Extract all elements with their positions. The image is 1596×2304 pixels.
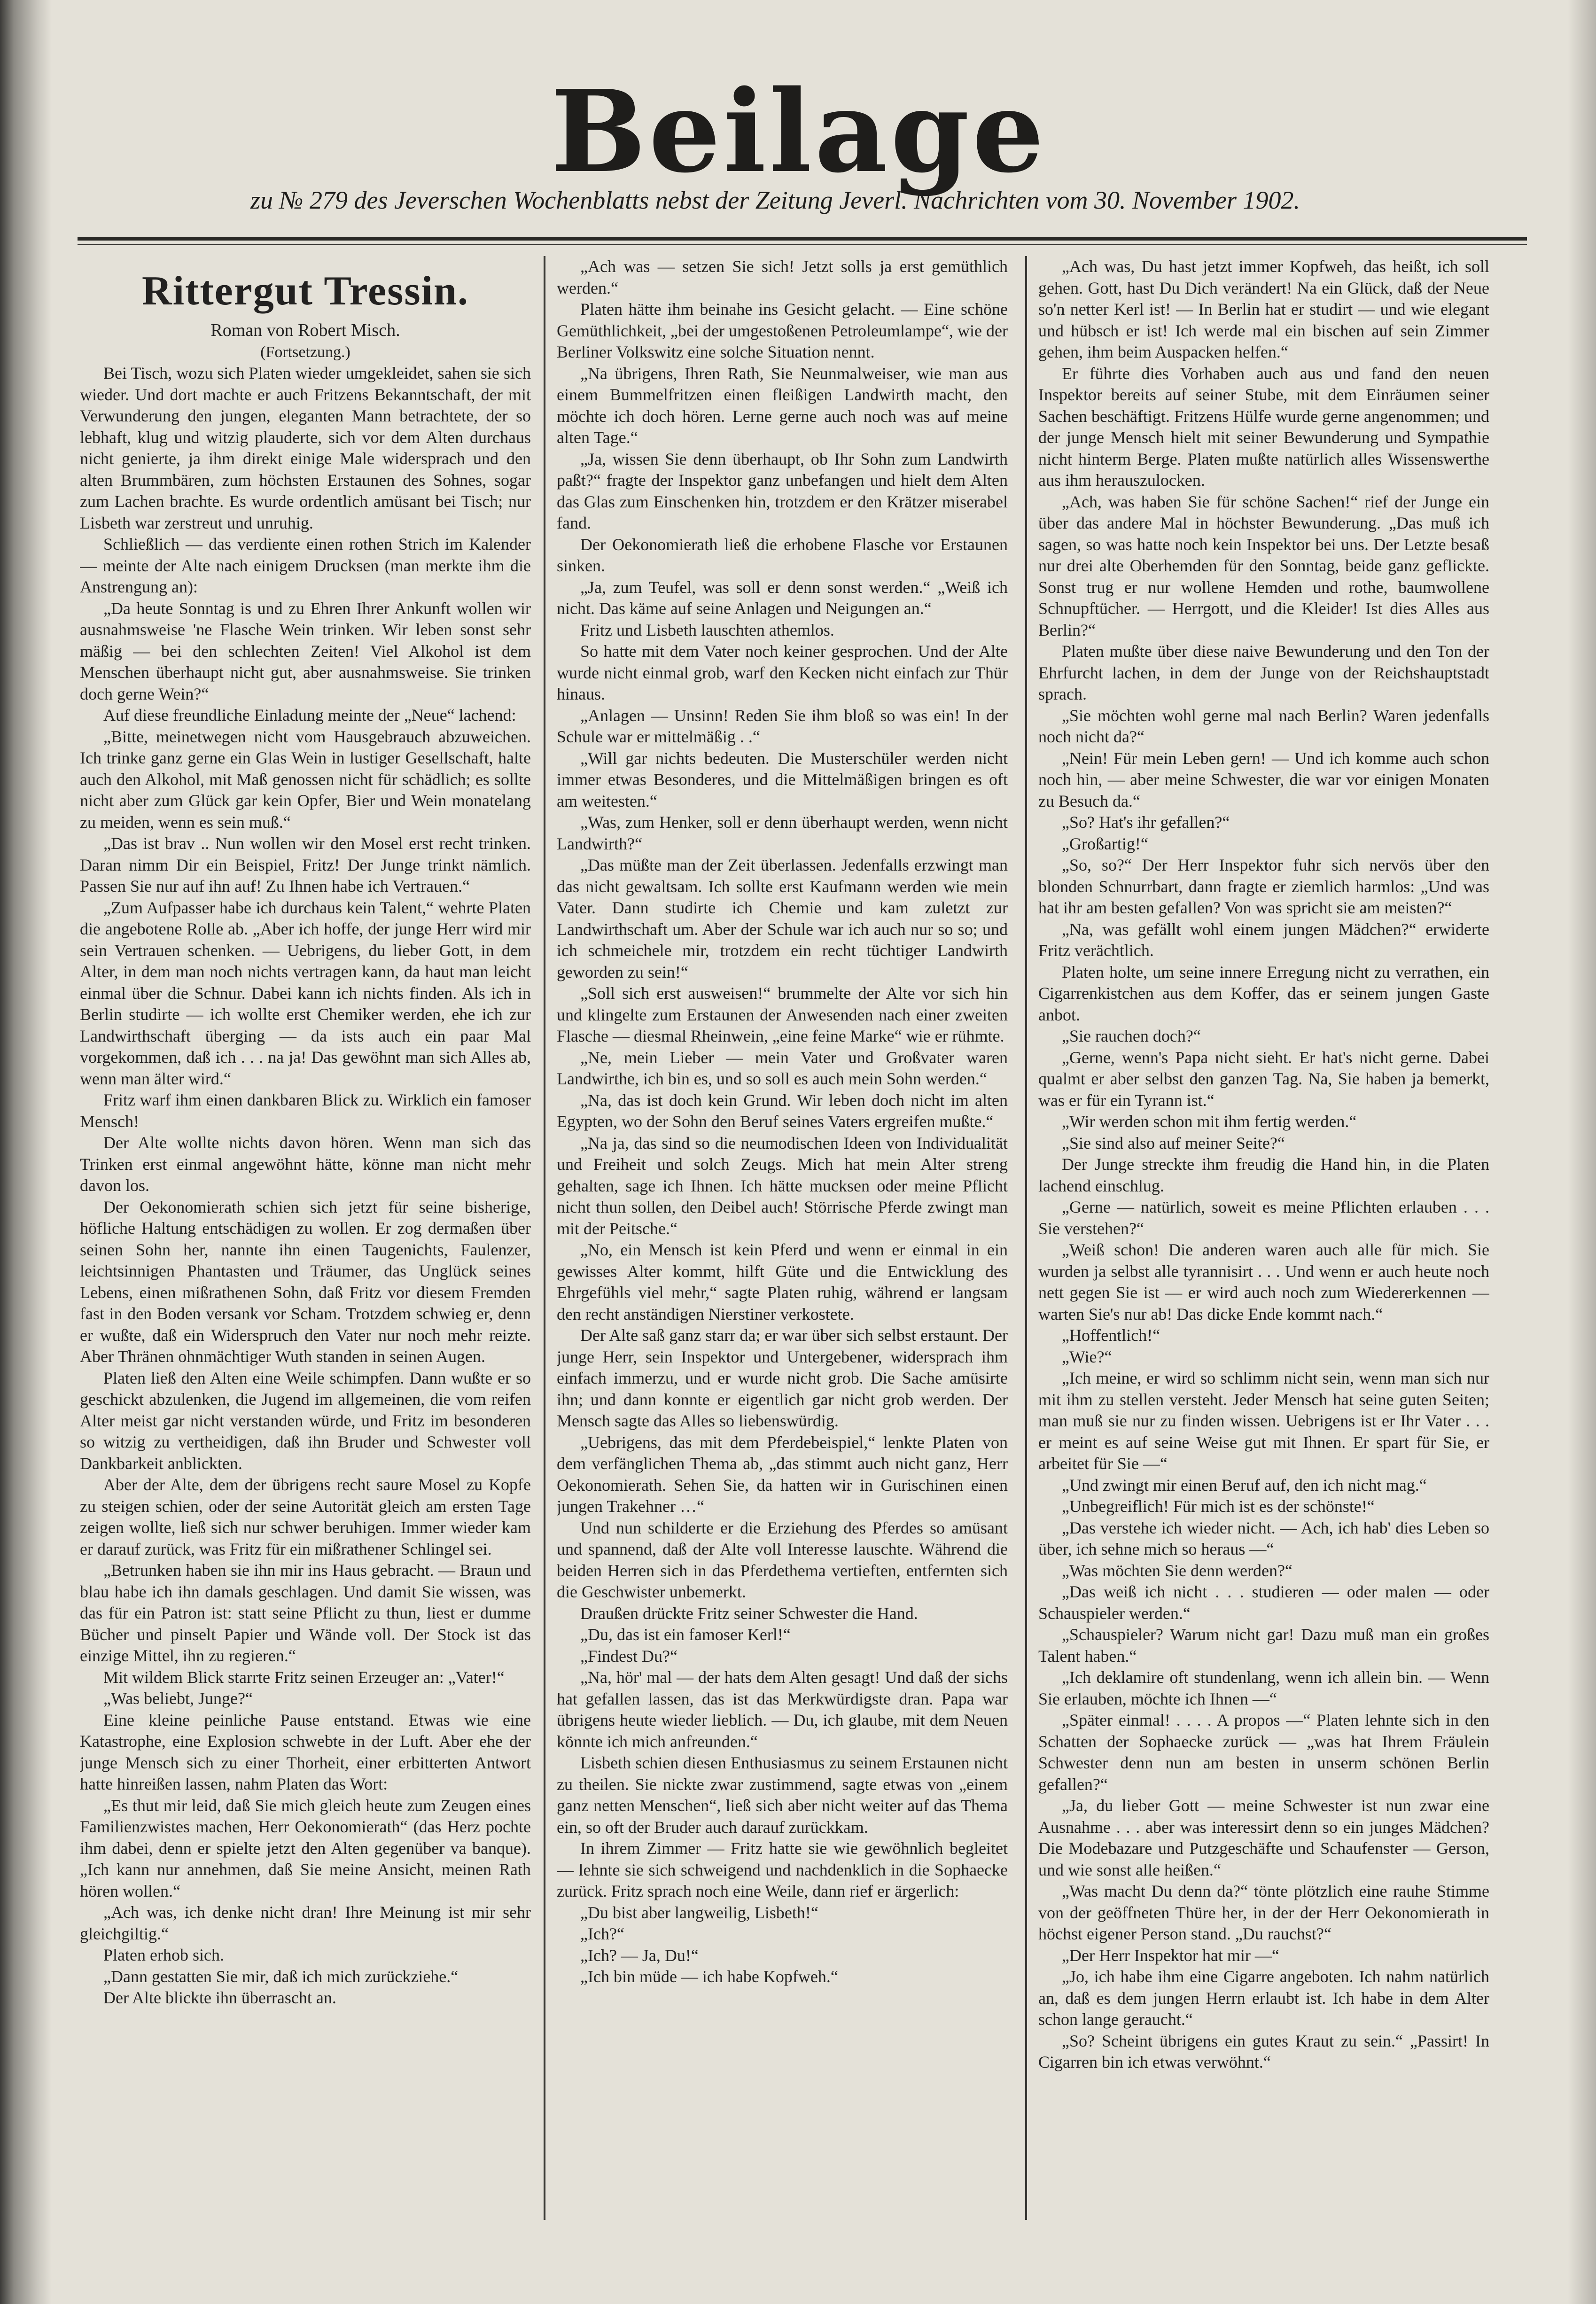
paragraph: „Zum Aufpasser habe ich durchaus kein Talent,“ wehrte Platen die angebotene Rolle ab. „Aber ich hoffe, der junge Herr wird mir sein Vertrauen schenken. — Uebrigens, du lieber Gott, in dem Alter, in dem man noch nichts vertragen kann, da haut man leicht einmal über die Schnur. Dabei kann ich nichts finden. Als ich in Berlin studirte — ich wollte erst Chemiker werden, ehe ich zur Landwirthschaft überging — da ists auch ein paar Mal vorgekommen, daß ich . . . na ja! Das gewöhnt man sich Alles ab, wenn man älter wird.“ [80, 898, 531, 1088]
paragraph: Eine kleine peinliche Pause entstand. Etwas wie eine Katastrophe, eine Explosion schwebte in der Luft. Aber ehe der junge Mensch sich zu einer Thorheit, einer erbitterten Antwort hatte hinreißen lassen, nahm Platen das Wort: [80, 1710, 531, 1793]
article-title: Rittergut Tressin. [142, 268, 469, 314]
paragraph: „Ich?“ [580, 1924, 624, 1943]
column-body [80, 363, 531, 2009]
paragraph: „Nein! Für mein Leben gern! — Und ich komme auch schon noch hin, — aber meine Schwester, die war vor einigen Monaten zu Besuch da.“ [1038, 748, 1489, 810]
paragraph: „Ich meine, er wird so schlimm nicht sein, wenn man sich nur mit ihm zu stellen versteht. Jeder Mensch hat seine guten Seiten; man muß sie nur zu finden wissen. Uebrigens ist er Ihr Vater . . . er meint es auf seine Weise gut mit Ihnen. Er spart für Sie, er arbeitet für Sie —“ [1038, 1369, 1489, 1473]
paragraph: „So? Hat's ihr gefallen?“ [1062, 813, 1230, 832]
paragraph: „Findest Du?“ [580, 1646, 677, 1666]
paragraph: „Was, zum Henker, soll er denn überhaupt werden, wenn nicht Landwirth?“ [557, 813, 1008, 853]
paragraph: „Unbegreiflich! Für mich ist es der schönste!“ [1062, 1497, 1375, 1516]
paragraph: „Jo, ich habe ihm eine Cigarre angeboten. Ich nahm natürlich an, daß es dem jungen Herrn erlaubt ist. Ich habe in dem Alter schon lange geraucht.“ [1038, 1967, 1489, 2029]
column-divider [1025, 256, 1027, 2220]
paragraph: „Das ist brav .. Nun wollen wir den Mosel erst recht trinken. Daran nimm Dir ein Beispiel, Fritz! Der Junge trinkt nämlich. Passen Sie nur auf ihn auf! Zu Ihnen habe ich Vertrauen.“ [80, 834, 531, 895]
text-column-1 [80, 256, 531, 2276]
paragraph: „Schauspieler? Warum nicht gar! Dazu muß man ein großes Talent haben.“ [1038, 1625, 1489, 1666]
paragraph: So hatte mit dem Vater noch keiner gesprochen. Und der Alte wurde nicht einmal grob, warf den Kecken nicht einfach zur Thür hinaus. [557, 642, 1008, 703]
paragraph: „Weiß schon! Die anderen waren auch alle für mich. Sie wurden ja selbst alle tyrannisirt . . . Und wenn er auch heute noch nett gegen Sie ist — er wird auch noch zum Wiedererkennen — warten Sie's nur ab! Das dicke Ende kommt nach.“ [1038, 1240, 1489, 1323]
paragraph: „Ach was, ich denke nicht dran! Ihre Meinung ist mir sehr gleichgiltig.“ [80, 1903, 531, 1943]
paragraph: „Will gar nichts bedeuten. Die Musterschüler werden nicht immer etwas Besonderes, und die Mittelmäßigen bringen es oft am weitesten.“ [557, 748, 1008, 810]
paragraph: „Ja, wissen Sie denn überhaupt, ob Ihr Sohn zum Landwirth paßt?“ fragte der Inspektor ganz unbefangen und hielt dem Alten das Glas zum Einschenken hin, trotzdem er den Krätzer miserabel fand. [557, 449, 1008, 532]
paragraph: Der Alte wollte nichts davon hören. Wenn man sich das Trinken erst einmal angewöhnt hätte, könne man nicht mehr davon los. [80, 1133, 531, 1195]
paragraph: „Na ja, das sind so die neumodischen Ideen von Individualität und Freiheit und solch Zeugs. Mich hat mein Alter streng gehalten, sage ich Ihnen. Ich hätte mucksen oder meine Pflicht nicht thun sollen, den Deibel auch! Störrische Pferde zwingt man mit der Peitsche.“ [557, 1133, 1008, 1238]
paragraph: „Du, das ist ein famoser Kerl!“ [580, 1625, 791, 1644]
paragraph: „Da heute Sonntag is und zu Ehren Ihrer Ankunft wollen wir ausnahmsweise 'ne Flasche Wein trinken. Wir leben sonst sehr mäßig — bei den schlechten Zeiten! Viel Alkohol ist dem Menschen überhaupt nicht gut, aber ausnahmsweise. Sie trinken doch gerne Wein?“ [80, 599, 531, 703]
paragraph: „Betrunken haben sie ihn mir ins Haus gebracht. — Braun und blau habe ich ihn damals geschlagen. Und damit Sie wissen, was das für ein Patron ist: statt seine Pflicht zu thun, liest er dumme Bücher und pinselt Papier und Wände voll. Der Stock ist das einzige Mittel, ihn zu regieren.“ [80, 1561, 531, 1665]
paragraph: Draußen drückte Fritz seiner Schwester die Hand. [580, 1603, 918, 1623]
book-binding-shadow [0, 0, 52, 2304]
paragraph: Der Oekonomierath ließ die erhobene Flasche vor Erstaunen sinken. [557, 535, 1008, 575]
paragraph: Fritz und Lisbeth lauschten athemlos. [580, 620, 834, 639]
header-rule-thin [78, 244, 1527, 245]
paragraph: Platen erhob sich. [103, 1946, 224, 1964]
paragraph: „Dann gestatten Sie mir, daß ich mich zurückziehe.“ [103, 1967, 459, 1986]
paragraph: „Na, hör' mal — der hats dem Alten gesagt! Und daß der sichs hat gefallen lassen, das ist das Merkwürdigste dran. Papa war übrigens heute wieder lieblich. — Du, ich glaube, mit dem Neuen könnte ich mich anfreunden.“ [557, 1668, 1008, 1751]
paragraph: „Sie sind also auf meiner Seite?“ [1062, 1133, 1285, 1152]
paragraph: In ihrem Zimmer — Fritz hatte sie wie gewöhnlich begleitet — lehnte sie sich schweigend und nachdenklich in die Sophaecke zurück. Fritz sprach noch eine Weile, dann rief er ärgerlich: [557, 1839, 1008, 1900]
paragraph: Er führte dies Vorhaben auch aus und fand den neuen Inspektor bereits auf seiner Stube, mit dem Einräumen seiner Sachen beschäftigt. Fritzens Hülfe wurde gerne angenommen; und der junge Mensch hielt mit seiner Bewunderung und Sympathie nicht hinterm Berge. Platen mußte natürlich alles Wissenswerthe aus ihm herauszulocken. [1038, 364, 1489, 490]
paragraph: „Sie möchten wohl gerne mal nach Berlin? Waren jedenfalls noch nicht da?“ [1038, 706, 1489, 746]
header-rule-thick [78, 237, 1527, 241]
paragraph: „Na, das ist doch kein Grund. Wir leben doch nicht im alten Egypten, wo der Sohn den Beruf seines Vaters ergreifen mußte.“ [557, 1090, 1008, 1131]
paragraph: „Großartig!“ [1062, 834, 1148, 853]
paragraph: „Das weiß ich nicht . . . studieren — oder malen — oder Schauspieler werden.“ [1038, 1582, 1489, 1623]
article-continuation-note: (Fortsetzung.) [260, 343, 350, 361]
paragraph: „Hoffentlich!“ [1062, 1326, 1160, 1345]
paragraph: „Wir werden schon mit ihm fertig werden.“ [1062, 1112, 1357, 1131]
paragraph: Und nun schilderte er die Erziehung des Pferdes so amüsant und spannend, daß der Alte voll Interesse lauschte. Während die beiden Herren sich in das Pferdethema vertieften, entfernten sich die Geschwister unbemerkt. [557, 1518, 1008, 1601]
paragraph: Auf diese freundliche Einladung meinte der „Neue“ lachend: [103, 706, 516, 724]
paragraph: „Und zwingt mir einen Beruf auf, den ich nicht mag.“ [1062, 1475, 1427, 1494]
paragraph: „Na, was gefällt wohl einem jungen Mädchen?“ erwiderte Fritz verächtlich. [1038, 919, 1489, 960]
paragraph: Platen ließ den Alten eine Weile schimpfen. Dann wußte er so geschickt abzulenken, die Jugend im allgemeinen, die vom reifen Alter meist gar nicht verstanden würde, und Fritz im besonderen so witzig zu vertheidigen, daß ihn Bruder und Schwester voll Dankbarkeit anblickten. [80, 1368, 531, 1473]
paragraph: „Uebrigens, das mit dem Pferdebeispiel,“ lenkte Platen von dem verfänglichen Thema ab, „das stimmt auch nicht ganz, Herr Oekonomierath. Sehen Sie, da hatten wir in Gurischinen einen jungen Trakehner …“ [557, 1432, 1008, 1516]
paragraph: „Ich bin müde — ich habe Kopfweh.“ [580, 1967, 838, 1986]
paragraph: Fritz warf ihm einen dankbaren Blick zu. Wirklich ein famoser Mensch! [80, 1090, 531, 1131]
column-divider [544, 256, 545, 2220]
text-column-2 [557, 256, 1008, 2276]
paragraph: „Was macht Du denn da?“ tönte plötzlich eine rauhe Stimme von der geöffneten Thüre her, in der der Herr Oekonomierath in höchst eigener Person stand. „Du rauchst?“ [1038, 1882, 1489, 1943]
paragraph: „Ich deklamire oft stundenlang, wenn ich allein bin. — Wenn Sie erlauben, möchte ich Ihnen —“ [1038, 1668, 1489, 1708]
paragraph: „Ach, was haben Sie für schöne Sachen!“ rief der Junge ein über das andere Mal in höchster Bewunderung. „Das muß ich sagen, so was hatte noch kein Inspektor bei uns. Der Letzte besaß nur drei alte Oberhemden für den Sonntag, beide ganz geflickte. Sonst trug er nur wollene Hemden und rothe, baumwollene Schnupftücher. — Herrgott, und die Kleider! Ist dies Alles aus Berlin?“ [1038, 492, 1489, 639]
paragraph: „Sie rauchen doch?“ [1062, 1027, 1201, 1045]
text-column-3 [1038, 256, 1489, 2276]
paragraph: „Na übrigens, Ihren Rath, Sie Neunmalweiser, wie man aus einem Bummelfritzen einen fleißigen Landwirth macht, den möchte ich doch hören. Lerne gerne auch noch was auf meine alten Tage.“ [557, 364, 1008, 447]
paragraph: „Ich? — Ja, Du!“ [580, 1946, 699, 1965]
paragraph: Schließlich — das verdiente einen rothen Strich im Kalender — meinte der Alte nach einigem Drucksen (man merkte ihm die Anstrengung an): [80, 535, 531, 596]
page-edge-shadow [1568, 0, 1596, 2304]
paragraph: „Soll sich erst ausweisen!“ brummelte der Alte vor sich hin und klingelte zum Erstaunen der Anwesenden nach einer zweiten Flasche — diesmal Rheinwein, „eine feine Marke“ wie er rühmte. [557, 984, 1008, 1045]
paragraph: Bei Tisch, wozu sich Platen wieder umgekleidet, sahen sie sich wieder. Und dort machte er auch Fritzens Bekanntschaft, der mit Verwunderung den jungen, eleganten Mann betrachtete, der so lebhaft, klug und witzig plauderte, sich vor dem Alten durchaus nicht genierte, ja ihm direkt einige Male widersprach und den alten Brummbären, zum höchsten Erstaunen des Sohnes, sogar zum Lachen brachte. Es wurde ordentlich amüsant bei Tisch; nur Lisbeth war zerstreut und unruhig. [80, 364, 531, 532]
paragraph: „Gerne, wenn's Papa nicht sieht. Er hat's nicht gerne. Dabei qualmt er aber selbst den ganzen Tag. Na, Sie haben ja bemerkt, was er für ein Tyrann ist.“ [1038, 1048, 1489, 1110]
paragraph: „Gerne — natürlich, soweit es meine Pflichten erlauben . . . Sie verstehen?“ [1038, 1198, 1489, 1238]
paragraph: Der Alte saß ganz starr da; er war über sich selbst erstaunt. Der junge Herr, sein Inspektor und Untergebener, widersprach ihm einfach immerzu, und er wurde nicht grob. Die Sache amüsirte ihn; und dann konnte er eigentlich gar nicht grob werden. Der Mensch sagte das Alles so liebenswürdig. [557, 1326, 1008, 1430]
paragraph: „Ach was, Du hast jetzt immer Kopfweh, das heißt, ich soll gehen. Gott, hast Du Dich verändert! Na ein Glück, daß der Neue so'n netter Kerl ist! — In Berlin hat er studirt — und wie elegant und hübsch er ist! Ich werde mal ein bischen auf sein Zimmer gehen, ihm beim Auspacken helfen.“ [1038, 257, 1489, 361]
paragraph: „Bitte, meinetwegen nicht vom Hausgebrauch abzuweichen. Ich trinke ganz gerne ein Glas Wein in lustiger Gesellschaft, halte auch den Alkohol, mit Maß genossen nicht für schädlich; es sollte nicht aber zum Glück gar kein Opfer, Bier und Wein monatelang zu meiden, wenn es sein muß.“ [80, 727, 531, 832]
paragraph: „Das müßte man der Zeit überlassen. Jedenfalls erzwingt man das nicht gewaltsam. Ich sollte erst Kaufmann werden wie mein Vater. Dann studirte ich Chemie und kam zuletzt zur Landwirthschaft um. Aber der Schule war ich auch nur so so; und ich schmeichele mir, trotzdem ein recht tüchtiger Landwirth geworden zu sein!“ [557, 856, 1008, 981]
paragraph: Lisbeth schien diesen Enthusiasmus zu seinem Erstaunen nicht zu theilen. Sie nickte zwar zustimmend, sagte etwas von „einem ganz netten Menschen“, ließ sich aber nicht weiter auf das Thema ein, so oft der Bruder auch darauf zurückkam. [557, 1753, 1008, 1837]
paragraph: „Wie?“ [1062, 1347, 1112, 1366]
masthead-title: Beilage [551, 65, 1047, 198]
column-body [557, 256, 1008, 1988]
paragraph: „Du bist aber langweilig, Lisbeth!“ [580, 1903, 818, 1922]
paragraph: Platen hätte ihm beinahe ins Gesicht gelacht. — Eine schöne Gemüthlichkeit, „bei der umgestoßenen Petroleumlampe“, wie der Berliner Volkswitz eine solche Situation nennt. [557, 300, 1008, 361]
paragraph: „So, so?“ Der Herr Inspektor fuhr sich nervös über den blonden Schnurrbart, dann fragte er ziemlich harmlos: „Und was hat ihr am besten gefallen? Von was spricht sie am meisten?“ [1038, 856, 1489, 917]
paragraph: „So? Scheint übrigens ein gutes Kraut zu sein.“ „Passirt! In Cigarren bin ich etwas verwöhnt.“ [1038, 2031, 1489, 2071]
paragraph: „Ja, du lieber Gott — meine Schwester ist nun zwar eine Ausnahme . . . aber was interessirt denn so ein junges Mädchen? Die Modebazare und Putzgeschäfte und Schaufenster — Gerson, und wie sonst alle heißen.“ [1038, 1796, 1489, 1879]
paragraph: „Ne, mein Lieber — mein Vater und Großvater waren Landwirthe, ich bin es, und so soll es auch mein Sohn werden.“ [557, 1048, 1008, 1088]
paragraph: „Was möchten Sie denn werden?“ [1062, 1561, 1292, 1580]
paragraph: „Was beliebt, Junge?“ [103, 1689, 253, 1708]
paragraph: Aber der Alte, dem der übrigens recht saure Mosel zu Kopfe zu steigen schien, oder der seine Autorität gleich am ersten Tage zeigen wollte, ließ sich nur schwer beruhigen. Immer wieder kam er darauf zurück, was Fritz für ein mißrathener Schlingel sei. [80, 1475, 531, 1558]
paragraph: „No, ein Mensch ist kein Pferd und wenn er einmal in ein gewisses Alter kommt, hilft Güte und die Entwicklung des Ehrgefühls viel mehr,“ sagte Platen ruhig, während er langsam den recht anständigen Nierstiner verkostete. [557, 1240, 1008, 1323]
paragraph: „Es thut mir leid, daß Sie mich gleich heute zum Zeugen eines Familienzwistes machen, Herr Oekonomierath“ (das Herz pochte ihm dabei, denn er spielte jetzt den Alten gegenüber va banque). „Ich kann nur annehmen, daß Sie meine Ansicht, meinen Rath hören wollen.“ [80, 1796, 531, 1900]
paragraph: Der Alte blickte ihn überrascht an. [103, 1988, 336, 2007]
paragraph: „Ja, zum Teufel, was soll er denn sonst werden.“ „Weiß ich nicht. Das käme auf seine Anlagen und Neigungen an.“ [557, 577, 1008, 618]
paragraph: „Anlagen — Unsinn! Reden Sie ihm bloß so was ein! In der Schule war er mittelmäßig . .“ [557, 706, 1008, 746]
paragraph: „Der Herr Inspektor hat mir —“ [1062, 1946, 1279, 1965]
masthead-subtitle: zu № 279 des Jeverschen Wochenblatts nebst der Zeitung Jeverl. Nachrichten vom 30. November 1902. [250, 186, 1300, 214]
paragraph: Mit wildem Blick starrte Fritz seinen Erzeuger an: „Vater!“ [103, 1667, 505, 1687]
article-byline: Roman von Robert Misch. [210, 320, 400, 340]
column-body [1038, 256, 1489, 2073]
paragraph: Platen mußte über diese naive Bewunderung und den Ton der Ehrfurcht lachen, in dem der Junge von der Reichshauptstadt sprach. [1038, 642, 1489, 703]
paragraph: „Ach was — setzen Sie sich! Jetzt solls ja erst gemüthlich werden.“ [557, 257, 1008, 297]
paragraph: „Das verstehe ich wieder nicht. — Ach, ich hab' dies Leben so über, ich sehne mich so heraus —“ [1038, 1518, 1489, 1558]
paragraph: „Später einmal! . . . . A propos —“ Platen lehnte sich in den Schatten der Sophaecke zurück — „was hat Ihrem Fräulein Schwester denn nun am besten in unserm schönen Berlin gefallen?“ [1038, 1711, 1489, 1794]
paragraph: Der Oekonomierath schien sich jetzt für seine bisherige, höfliche Haltung entschädigen zu wollen. Er zog dermaßen über seinen Sohn her, nannte ihn einen Taugenichts, Faulenzer, leichtsinnigen Phantasten und Träumer, das Unglück seines Lebens, einen mißrathenen Sohn, daß Fritz vor diesem Fremden fast in den Boden versank vor Scham. Trotzdem schwieg er, denn er wußte, daß ein Widerspruch den Vater nur noch mehr reizte. Aber Thränen ohnmächtiger Wuth standen in seinen Augen. [80, 1197, 531, 1366]
paragraph: Platen holte, um seine innere Erregung nicht zu verrathen, ein Cigarrenkistchen aus dem Koffer, das er seinem jungen Gaste anbot. [1038, 962, 1489, 1024]
paragraph: Der Junge streckte ihm freudig die Hand hin, in die Platen lachend einschlug. [1038, 1155, 1489, 1195]
